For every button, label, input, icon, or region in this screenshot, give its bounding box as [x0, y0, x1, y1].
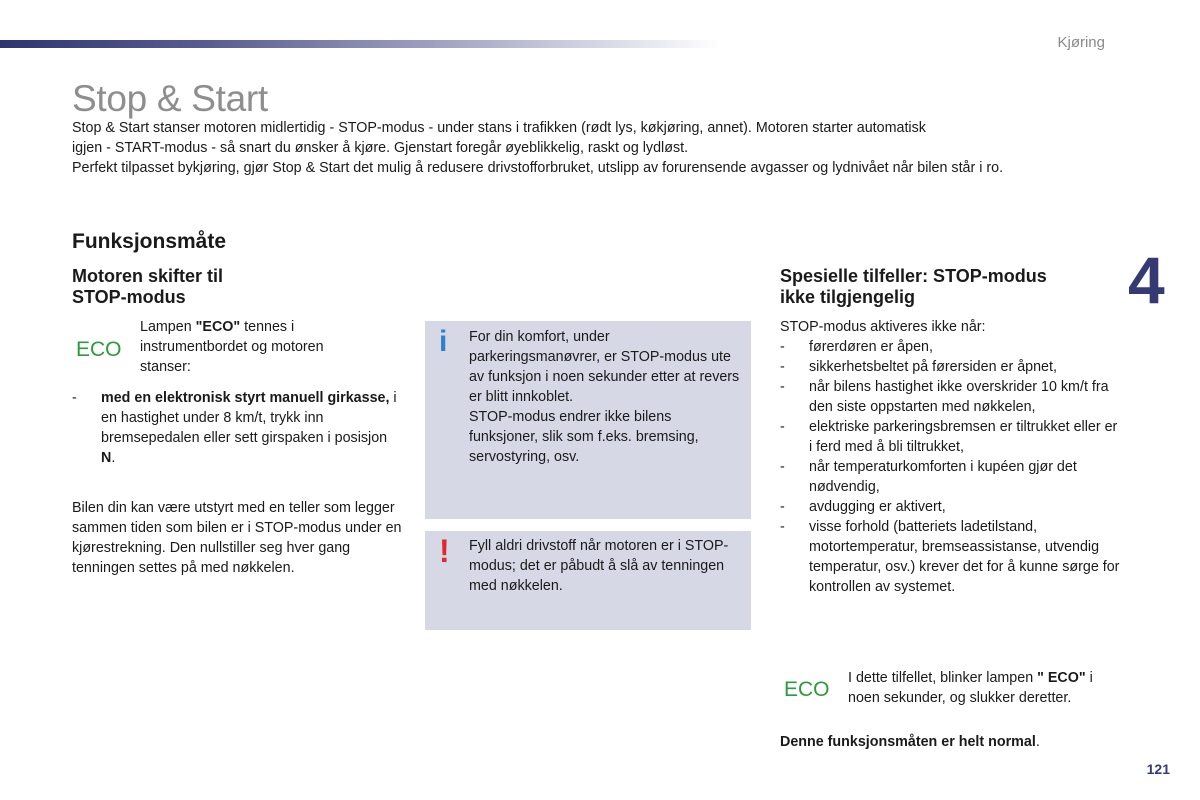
eco-text-pre: Lampen	[140, 319, 196, 335]
intro-line-3: Perfekt tilpasset bykjøring, gjør Stop & Start det mulig å redusere drivstofforbruket, utslipp av forurensende avgasser og lydnivået når bilen står i ro.	[72, 160, 1004, 176]
warning-box	[425, 531, 751, 630]
bullet-bold: med en elektronisk styrt manuell girkasse,	[101, 390, 390, 406]
eco-blink-post: i noen sekunder, og slukker deretter.	[848, 670, 1093, 706]
eco-blink-description	[848, 668, 1113, 708]
list-item	[780, 517, 1120, 597]
list-item	[72, 388, 402, 468]
page-title: Stop & Start	[72, 78, 268, 119]
conditions-list	[780, 337, 1120, 597]
list-item-text: førerdøren er åpen,	[809, 339, 933, 355]
list-item-text: visse forhold (batteriets ladetilstand, motortemperatur, bremseassistanse, utvendig temperatur, osv.) krever det for å kunne sørge for kontrollen av systemet.	[809, 519, 1120, 595]
list-item-text: avdugging er aktivert,	[809, 499, 946, 515]
bullet-dash: -	[780, 339, 785, 355]
left-paragraph: Bilen din kan være utstyrt med en teller som legger sammen tiden som bilen er i STOP-modus under en kjørestrekning. Den nullstiller seg hver gang tenningen settes på med nøkkelen.	[72, 500, 402, 576]
right-heading-line-1: Spesielle tilfeller: STOP-modus	[780, 266, 1047, 286]
warning-box-text: Fyll aldri drivstoff når motoren er i STOP-modus; det er påbudt å slå av tenningen med nøkkelen.	[469, 538, 729, 594]
page-number: 121	[1146, 761, 1170, 777]
list-item-text: når bilens hastighet ikke overskrider 10 km/t fra den siste oppstarten med nøkkelen,	[809, 379, 1109, 415]
left-heading-line-2: STOP-modus	[72, 287, 186, 307]
header-gradient-bar	[0, 40, 720, 48]
eco-icon: ECO	[784, 678, 830, 701]
right-column-heading	[780, 266, 1047, 308]
left-heading-line-1: Motoren skifter til	[72, 266, 224, 286]
eco-text-post: tennes i instrumentbordet og motoren stanser:	[140, 319, 324, 375]
bullet-dash: -	[780, 379, 785, 395]
list-item	[780, 497, 1120, 517]
bullet-dash: -	[780, 419, 785, 435]
bullet-dash: -	[72, 390, 77, 406]
info-box	[425, 321, 751, 519]
info-line-2: STOP-modus endrer ikke bilens funksjoner, slik som f.eks. bremsing, servostyring, osv.	[469, 409, 699, 465]
intro-line-1: Stop & Start stanser motoren midlertidig - STOP-modus - under stans i trafikken (rødt lys, køkjøring, annet). Motoren starter automatisk	[72, 120, 926, 136]
closing-bold: Denne funksjonsmåten er helt normal	[780, 734, 1036, 750]
left-bullet	[72, 388, 402, 468]
section-name: Kjøring	[1057, 34, 1105, 51]
bullet-end-bold: N	[101, 450, 112, 466]
list-item	[780, 337, 1120, 357]
intro-line-2: igjen - START-modus - så snart du ønsker å kjøre. Gjenstart foregår øyeblikkelig, raskt og lydløst.	[72, 140, 689, 156]
list-item	[780, 457, 1120, 497]
closing-note	[780, 732, 1120, 752]
left-column-heading	[72, 266, 223, 308]
bullet-dash: -	[780, 459, 785, 475]
eco-description	[140, 317, 360, 377]
right-heading-line-2: ikke tilgjengelig	[780, 287, 916, 307]
right-list-intro: STOP-modus aktiveres ikke når:	[780, 319, 986, 335]
info-icon: i	[439, 325, 448, 358]
list-item	[780, 377, 1120, 417]
eco-blink-bold: " ECO"	[1037, 670, 1086, 686]
info-box-text	[469, 327, 744, 467]
bullet-text: i en hastighet under 8 km/t, trykk inn bremsepedalen eller sett girspaken i posisjon	[101, 390, 397, 446]
section-heading: Funksjonsmåte	[72, 230, 227, 253]
info-line-1: For din komfort, under parkeringsmanøvrer, er STOP-modus ute av funksjon i noen sekunder etter at revers er blitt innkoblet.	[469, 329, 740, 405]
bullet-dash: -	[780, 519, 785, 535]
list-item-text: elektriske parkeringsbremsen er tiltrukket eller er i ferd med å bli tiltrukket,	[809, 419, 1118, 455]
eco-text-bold: "ECO"	[195, 319, 241, 335]
list-item	[780, 417, 1120, 457]
closing-end: .	[1035, 734, 1040, 750]
list-item	[780, 357, 1120, 377]
intro-text	[72, 118, 1132, 178]
list-item-text: når temperaturkomforten i kupéen gjør det nødvendig,	[809, 459, 1077, 495]
chapter-number: 4	[1128, 243, 1165, 317]
bullet-end: .	[111, 450, 116, 466]
eco-icon: ECO	[76, 338, 122, 361]
bullet-dash: -	[780, 499, 785, 515]
right-list-block	[780, 317, 1120, 597]
warning-icon: !	[439, 533, 450, 569]
bullet-dash: -	[780, 359, 785, 375]
eco-blink-pre: I dette tilfellet, blinker lampen	[848, 670, 1038, 686]
list-item-text: sikkerhetsbeltet på førersiden er åpnet,	[809, 359, 1057, 375]
